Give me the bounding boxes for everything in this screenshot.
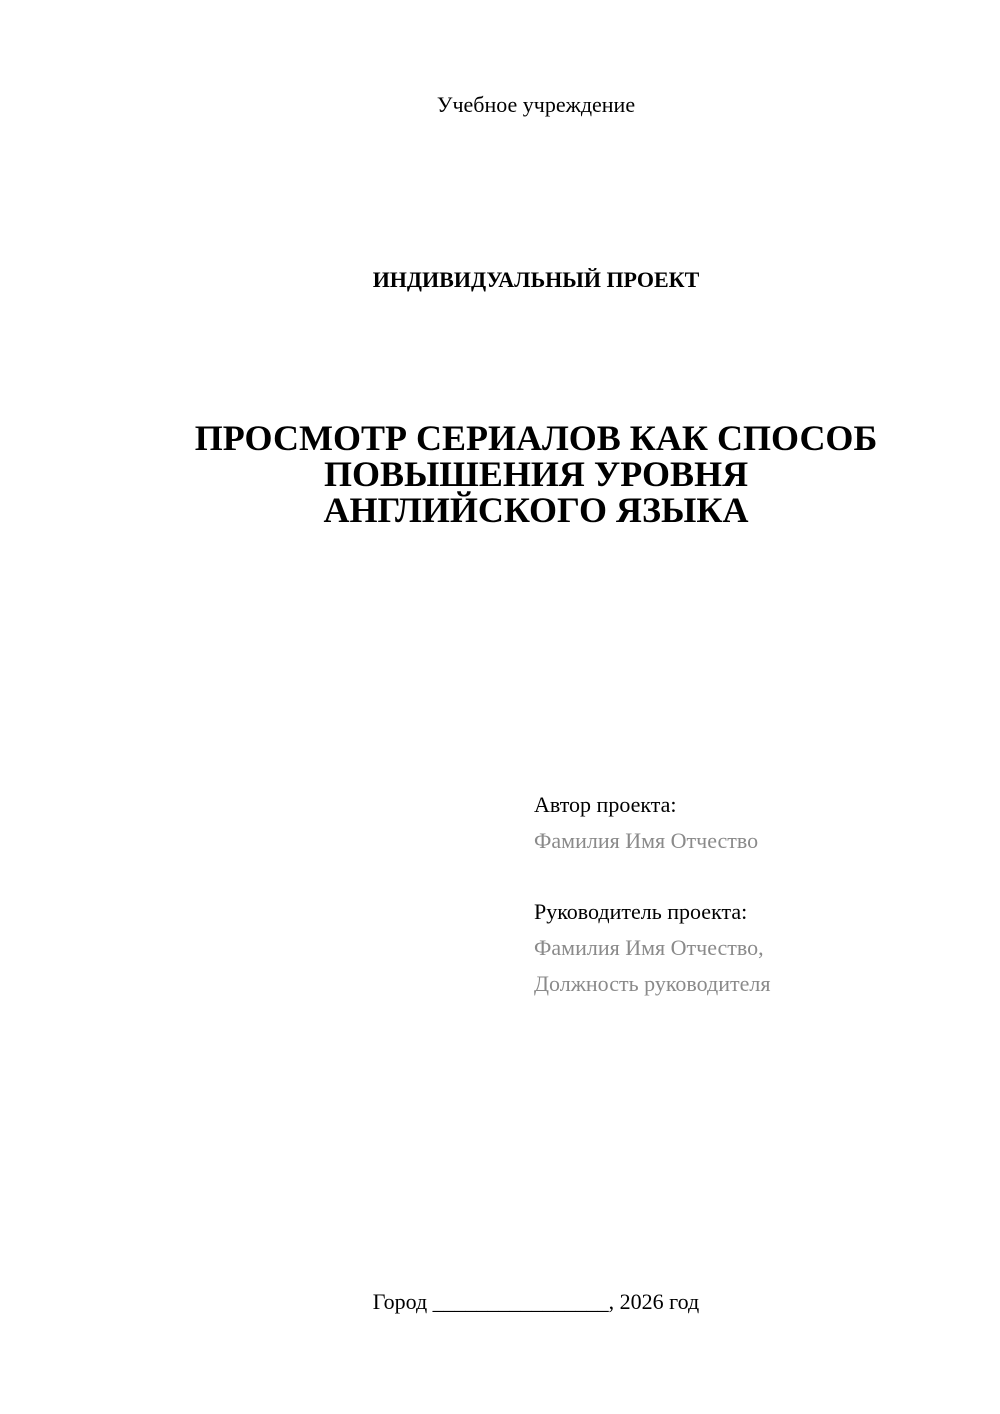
- author-name: Фамилия Имя Отчество: [534, 828, 759, 853]
- supervisor-label: Руководитель проекта:: [534, 899, 748, 924]
- supervisor-name: Фамилия Имя Отчество,: [534, 935, 764, 960]
- supervisor-position: Должность руководителя: [534, 971, 771, 996]
- institution-name: Учебное учреждение: [436, 92, 636, 117]
- project-title-line-1: ПРОСМОТР СЕРИАЛОВ КАК СПОСОБ: [194, 418, 878, 458]
- city-year-line: Город ________________, 2026 год: [372, 1289, 700, 1314]
- project-title-line-2: ПОВЫШЕНИЯ УРОВНЯ: [323, 454, 749, 494]
- project-title-line-3: АНГЛИЙСКОГО ЯЗЫКА: [323, 490, 749, 530]
- supervisor-block: [534, 894, 770, 1002]
- project-type-heading: ИНДИВИДУАЛЬНЫЙ ПРОЕКТ: [372, 267, 700, 292]
- author-label: Автор проекта:: [534, 792, 677, 817]
- project-title: [100, 420, 972, 528]
- author-block: [534, 787, 758, 859]
